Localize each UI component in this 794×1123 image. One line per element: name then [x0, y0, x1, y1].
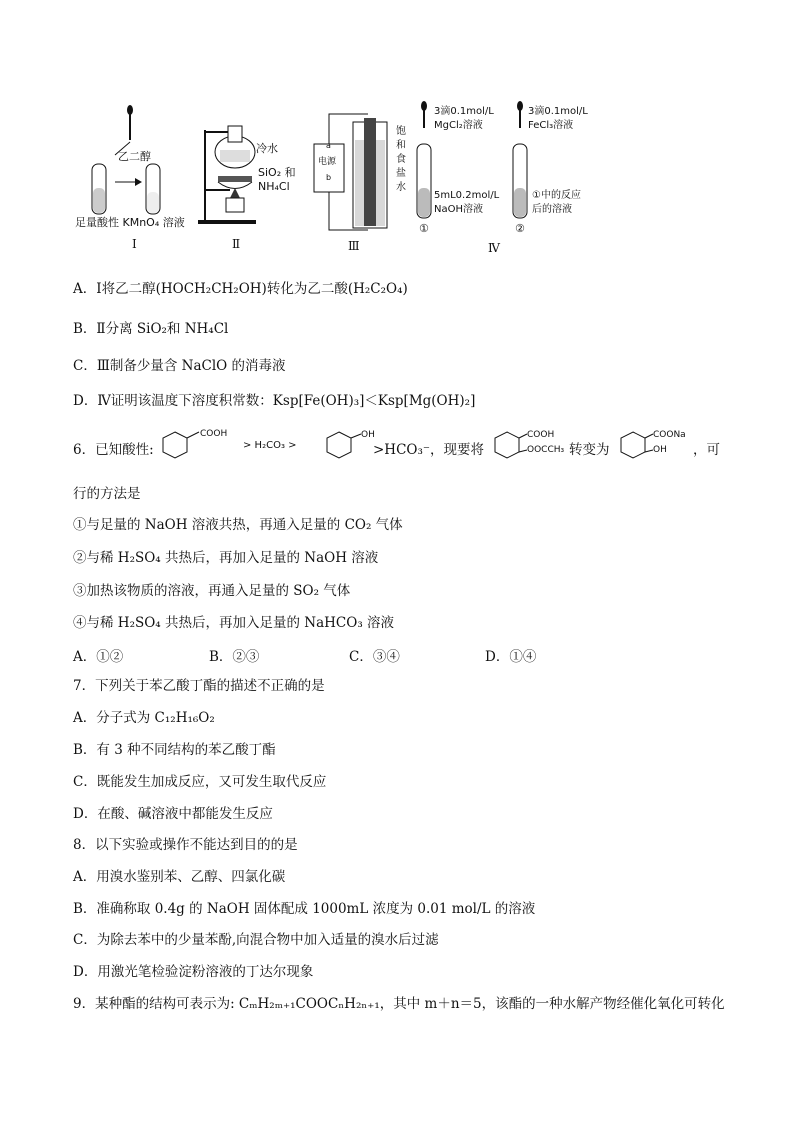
q6-method-2: ②与稀 H₂SO₄ 共热后，再加入足量的 NaOH 溶液 [73, 550, 379, 566]
q6-options [73, 645, 733, 663]
q8-stem: 8．以下实验或操作不能达到目的的是 [73, 837, 298, 853]
q8-option-d: D．用激光笔检验淀粉溶液的丁达尔现象 [73, 964, 314, 980]
q6-lead: 6．已知酸性: [73, 442, 154, 458]
q9-stem: 9．某种酯的结构可表示为: CₘH₂ₘ₊₁COOCₙH₂ₙ₊₁，其中 m＋n＝5，该酯的一种水解产物经催化氧化可转化 [73, 996, 725, 1012]
q7-option-c: C．既能发生加成反应，又可发生取代反应 [73, 774, 327, 790]
product-structure [613, 424, 703, 468]
figure-2 [198, 126, 296, 251]
q8-option-b: B．准确称取 0.4g 的 NaOH 固体配成 1000mL 浓度为 0.01 mol/L 的溶液 [73, 901, 536, 917]
q5-option-d: D．Ⅳ证明该温度下溶度积常数：Ksp[Fe(OH)₃]＜Ksp[Mg(OH)₂] [73, 393, 476, 409]
q6-option-b: B．②③ [209, 649, 260, 665]
q5-option-c: C．Ⅲ制备少量含 NaClO 的消毒液 [73, 358, 286, 374]
q5-option-a: A．Ⅰ将乙二醇(HOCH₂CH₂OH)转化为乙二酸(H₂C₂O₄) [73, 281, 408, 297]
fig3-side-1: 饱 [396, 126, 406, 137]
product-coona: COONa [653, 430, 686, 440]
figure-3 [314, 114, 406, 253]
product-oh: OH [653, 445, 667, 455]
q6-tail: ，可 [693, 442, 720, 458]
substrate-cooh: COOH [527, 430, 555, 440]
benzoic-acid-structure [155, 426, 245, 466]
tube2-bottom-2: 后的溶液 [532, 204, 572, 215]
fig3-b-label: b [326, 173, 332, 182]
q8-option-c: C．为除去苯中的少量苯酚,向混合物中加入适量的溴水后过滤 [73, 932, 439, 948]
tube2-number: ② [515, 222, 525, 235]
q7-option-b: B．有 3 种不同结构的苯乙酸丁酯 [73, 742, 276, 758]
q6-method-4: ④与稀 H₂SO₄ 共热后，再加入足量的 NaHCO₃ 溶液 [73, 615, 395, 631]
tube2-top-1: 3滴0.1mol/L [528, 106, 588, 117]
substrate-oocch3: OOCCH₃ [527, 445, 565, 455]
fig3-side-3: 食 [396, 154, 406, 165]
tube1-top-2: MgCl₂溶液 [434, 120, 483, 131]
q7-option-a: A．分子式为 C₁₂H₁₆O₂ [73, 710, 215, 726]
fig3-side-2: 和 [396, 140, 406, 151]
fig2-water-label: 冷水 [256, 142, 278, 155]
q7-option-d: D．在酸、碱溶液中都能发生反应 [73, 806, 273, 822]
fig2-solid-label-2: NH₄Cl [258, 180, 290, 193]
q6-stem [73, 424, 733, 470]
q8-option-a: A．用溴水鉴别苯、乙醇、四氯化碳 [73, 869, 286, 885]
q5-option-b: B．Ⅱ分离 SiO₂和 NH₄Cl [73, 321, 229, 337]
figure-1 [75, 105, 185, 251]
tube2-top-2: FeCl₃溶液 [528, 120, 574, 131]
q6-rest: >HCO₃⁻，现要将 [373, 442, 485, 458]
q6-option-d: D．①④ [485, 649, 537, 665]
q6-gt-h2co3: > H₂CO₃ > [243, 440, 297, 451]
tube1-bottom-2: NaOH溶液 [434, 204, 483, 215]
q6-method-1: ①与足量的 NaOH 溶液共热，再通入足量的 CO₂ 气体 [73, 517, 403, 533]
tube2-bottom-1: ①中的反应 [532, 190, 581, 201]
benzoic-cooh: COOH [200, 429, 228, 439]
fig3-label: Ⅲ [348, 239, 360, 253]
fig3-side-4: 盐 [396, 168, 406, 179]
q6-convert: 转变为 [569, 442, 610, 458]
fig3-power-label: 电源 [318, 157, 337, 167]
fig2-solid-label-1: SiO₂ 和 [258, 166, 296, 179]
fig1-caption: 足量酸性 KMnO₄ 溶液 [75, 216, 185, 229]
q6-option-a: A．①② [73, 649, 124, 665]
tube1-bottom-1: 5mL0.2mol/L [434, 190, 500, 201]
fig4-label: Ⅳ [488, 241, 500, 255]
apparatus-figures [70, 100, 730, 260]
fig3-side-5: 水 [396, 182, 406, 193]
q6-method-3: ③加热该物质的溶液，再通入足量的 SO₂ 气体 [73, 583, 351, 599]
fig3-a-label: a [326, 141, 331, 150]
q7-stem: 7．下列关于苯乙酸丁酯的描述不正确的是 [73, 678, 325, 694]
q6-stem-line2: 行的方法是 [73, 486, 141, 502]
tube1-number: ① [419, 222, 429, 235]
fig1-dropper-label: 乙二醇 [118, 150, 151, 163]
phenol-oh: OH [361, 430, 375, 440]
tube1-top-1: 3滴0.1mol/L [434, 106, 494, 117]
fig2-label: Ⅱ [232, 237, 241, 251]
fig1-label: Ⅰ [132, 237, 137, 251]
q6-option-c: C．③④ [349, 649, 400, 665]
figure-4 [417, 101, 588, 255]
